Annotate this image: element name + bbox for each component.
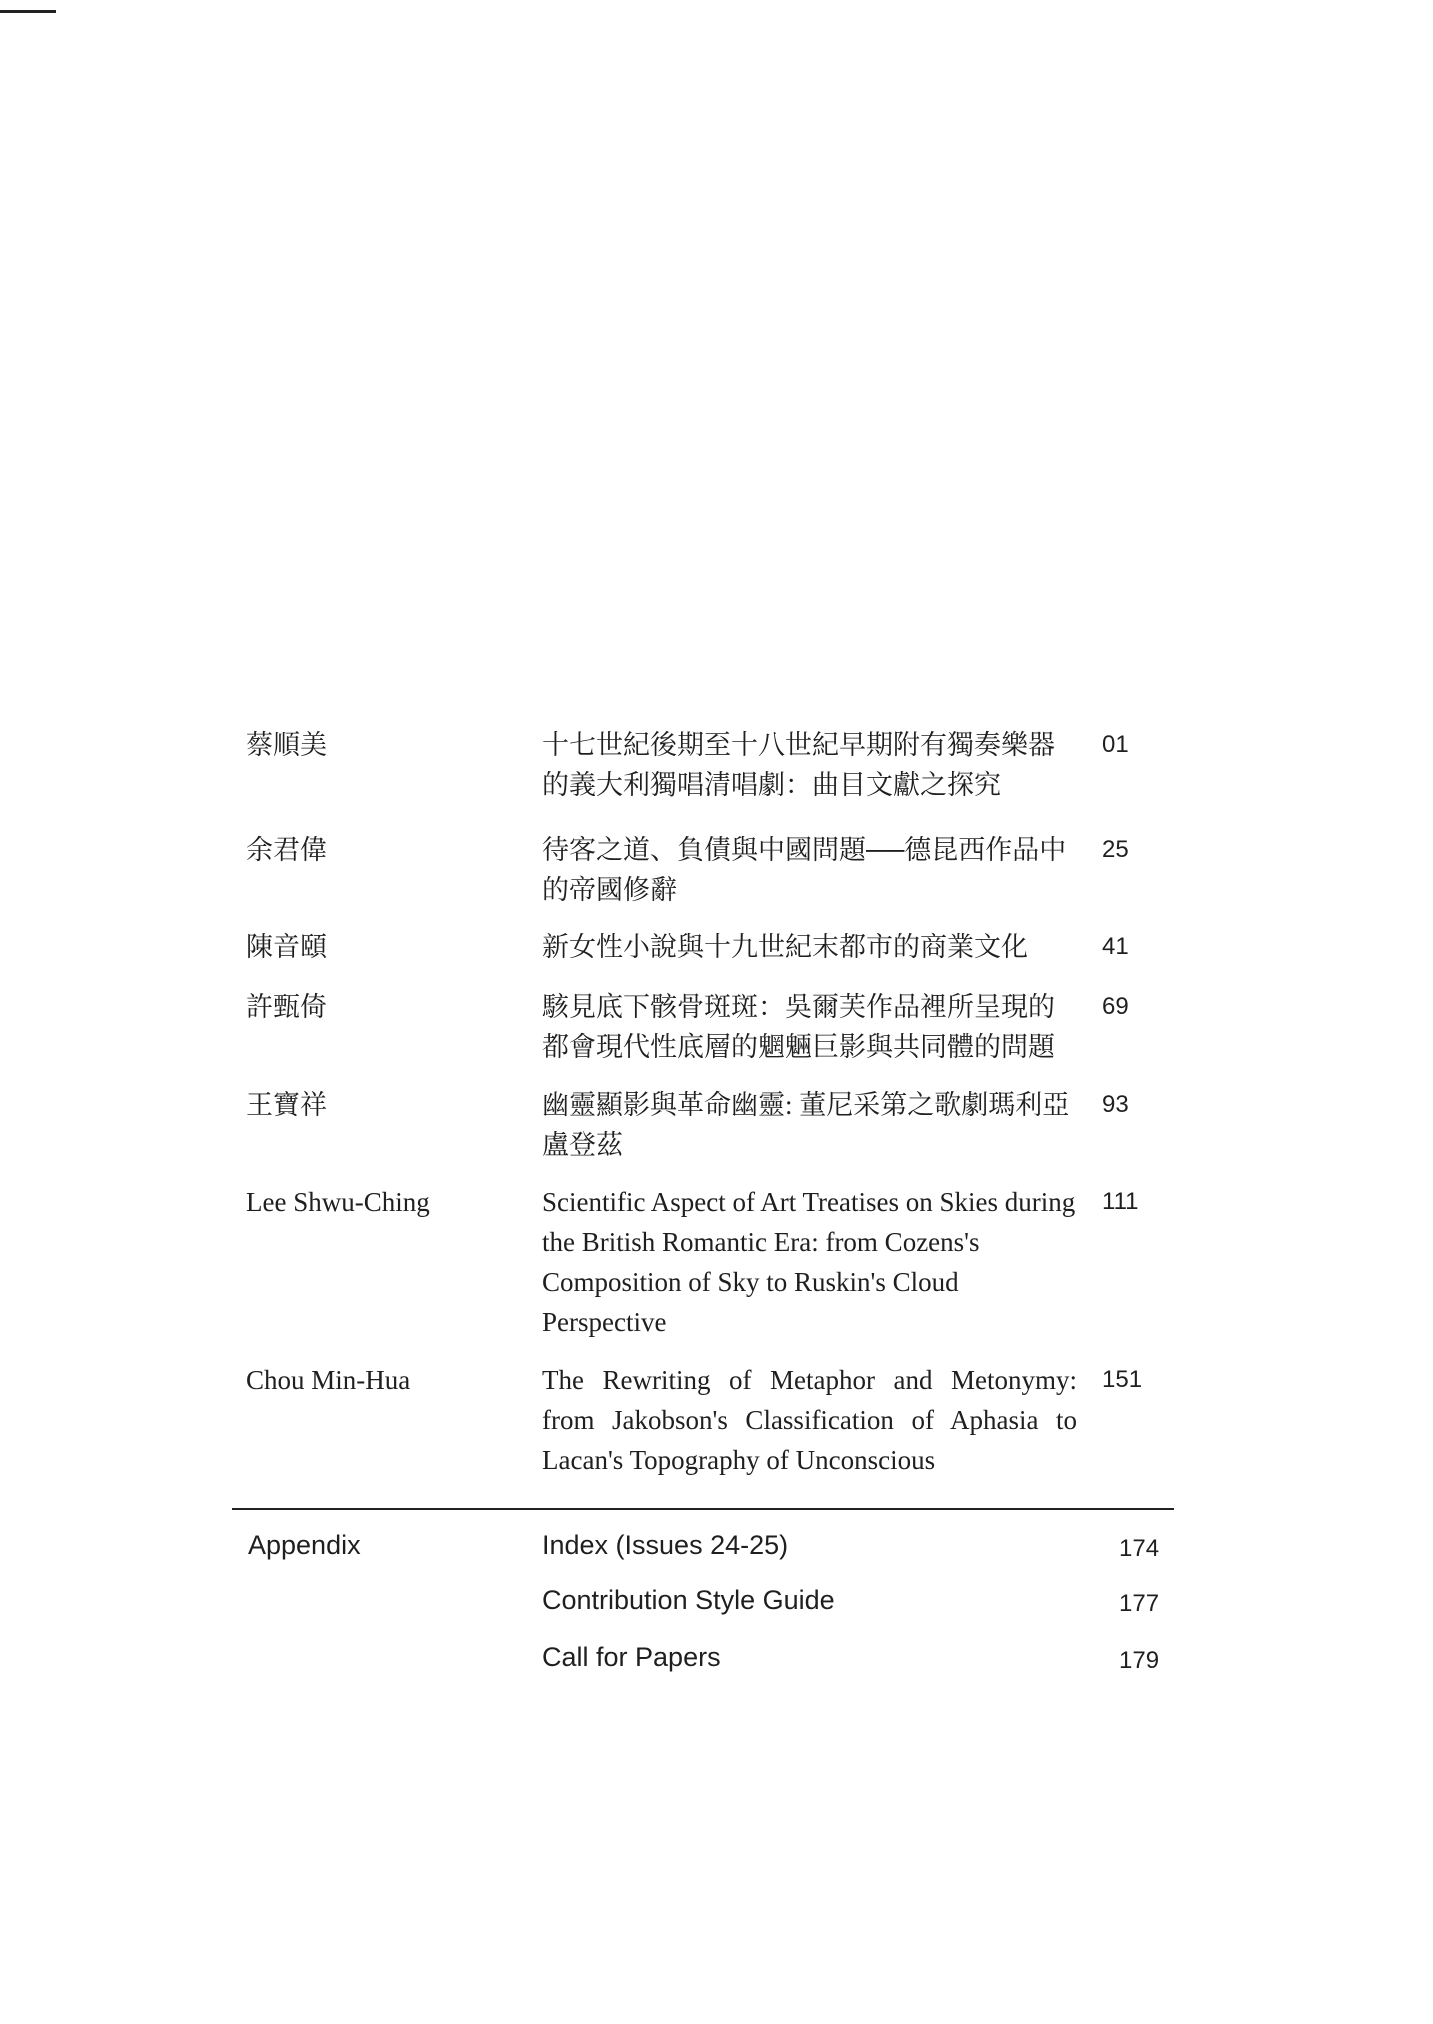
entry-page: 111 [1102,1188,1139,1215]
appendix-item-title: Call for Papers [542,1642,721,1672]
entry-page: 93 [1102,1091,1129,1118]
entry-title: 十七世紀後期至十八世紀早期附有獨奏樂器的義大利獨唱清唱劇：曲目文獻之探究 [542,730,1055,800]
entry-title: The Rewriting of Metaphor and Metonymy: from Jakobson's Classification of Aphasia to Lacan's Topography of Unconscious [542,1365,1077,1475]
entry-title: 待客之道、負債與中國問題──德昆西作品中的帝國修辭 [542,835,1067,905]
entry-page: 69 [1102,993,1129,1020]
entry-page: 25 [1102,836,1129,863]
appendix-item-title: Index (Issues 24-25) [542,1530,789,1560]
entry-title: 新女性小說與十九世紀末都市的商業文化 [542,932,1028,962]
corner-rule [0,10,56,13]
appendix-item-title: Contribution Style Guide [542,1585,835,1615]
entry-author: 蔡順美 [246,730,327,760]
appendix-label: Appendix [248,1530,361,1560]
entry-title: Scientific Aspect of Art Treatises on Skies during the British Romantic Era: from Cozens's Composition of Sky to Ruskin's Cloud Perspective [542,1187,1076,1337]
entry-title: 幽靈顯影與革命幽靈: 董尼采第之歌劇瑪利亞盧登茲 [542,1090,1070,1160]
entry-page: 151 [1102,1366,1143,1393]
entry-page: 01 [1102,731,1129,758]
appendix-item-page: 177 [1119,1590,1160,1617]
entry-page: 41 [1102,933,1129,960]
appendix-item-page: 174 [1119,1535,1160,1562]
entry-author: 陳音頤 [246,932,327,962]
entry-title: 駭見底下骸骨斑斑：吳爾芙作品裡所呈現的都會現代性底層的魍魎巨影與共同體的問題 [542,992,1055,1062]
entry-author: Lee Shwu-Ching [246,1187,430,1217]
entry-author: Chou Min-Hua [246,1365,411,1395]
entry-author: 余君偉 [246,835,327,865]
entry-author: 王寶祥 [246,1090,327,1120]
appendix-divider [232,1508,1174,1510]
appendix-item-page: 179 [1119,1647,1160,1674]
entry-author: 許甄倚 [246,992,327,1022]
